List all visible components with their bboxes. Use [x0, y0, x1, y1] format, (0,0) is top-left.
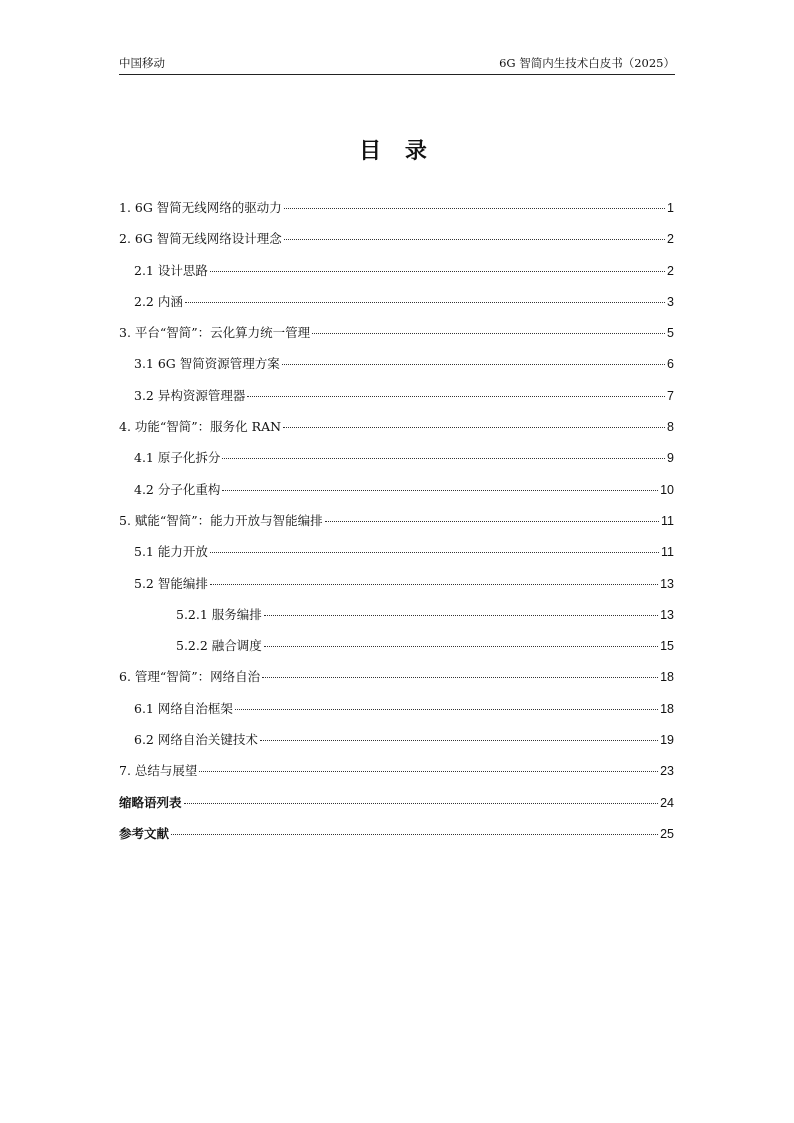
toc-entry[interactable] — [119, 261, 674, 292]
toc-entry-page: 3 — [667, 294, 674, 309]
toc-entry[interactable] — [119, 699, 674, 730]
header-doc-title: 6G 智简内生技术白皮书（2025） — [499, 56, 675, 70]
toc-entry-label: 4. 功能“智简”：服务化 RAN — [119, 419, 282, 435]
toc-entry[interactable] — [119, 667, 674, 698]
toc-entry-page: 10 — [660, 482, 674, 497]
toc-entry[interactable] — [119, 198, 674, 229]
toc-entry-label: 2.1 设计思路 — [134, 262, 208, 278]
toc-entry[interactable] — [119, 730, 674, 761]
toc-entry-label: 4.2 分子化重构 — [134, 481, 221, 497]
toc-leader-dots — [171, 833, 658, 835]
toc-entry-label: 3.1 6G 智简资源管理方案 — [134, 356, 280, 372]
toc-entry-page: 15 — [660, 639, 674, 654]
toc-entry-page: 1 — [667, 201, 674, 215]
toc-entry-page: 25 — [660, 826, 674, 841]
toc-entry-page: 18 — [660, 670, 674, 685]
toc-leader-dots — [210, 551, 659, 553]
toc-entry-label: 5.1 能力开放 — [134, 544, 208, 560]
toc-entry[interactable] — [119, 480, 674, 511]
toc-leader-dots — [284, 207, 665, 209]
toc-entry[interactable] — [119, 824, 674, 855]
toc-leader-dots — [312, 332, 665, 334]
toc-entry-label: 5.2.1 服务编排 — [176, 606, 262, 622]
toc-title: 目 录 — [359, 139, 435, 164]
toc-entry-page: 9 — [667, 451, 674, 466]
toc-entry-page: 7 — [667, 388, 674, 403]
toc-entry-label: 6.2 网络自治关键技术 — [134, 732, 258, 748]
toc-leader-dots — [264, 614, 658, 616]
toc-entry-label: 1. 6G 智简无线网络的驱动力 — [119, 200, 282, 215]
toc-entry-page: 13 — [660, 607, 674, 622]
toc-entry[interactable] — [119, 229, 674, 260]
toc-entry[interactable] — [119, 605, 674, 636]
toc-leader-dots — [325, 520, 659, 522]
toc-leader-dots — [283, 426, 665, 428]
toc-leader-dots — [184, 802, 659, 804]
header-org: 中国移动 — [119, 56, 165, 70]
toc-leader-dots — [282, 363, 665, 365]
toc-entry-label: 5. 赋能“智简”：能力开放与智能编排 — [119, 512, 323, 528]
toc-entry[interactable] — [119, 292, 674, 323]
toc-entry-page: 11 — [661, 545, 674, 560]
toc-entry[interactable] — [119, 417, 674, 448]
toc-entry-page: 23 — [660, 764, 674, 779]
toc-entry-page: 13 — [660, 576, 674, 591]
toc-entry[interactable] — [119, 354, 674, 385]
toc-entry-label: 4.1 原子化拆分 — [134, 450, 221, 466]
toc-entry[interactable] — [119, 323, 674, 354]
toc-entry-page: 2 — [667, 232, 674, 247]
toc-entry-page: 19 — [660, 733, 674, 748]
toc-entry-page: 6 — [667, 357, 674, 372]
toc-entry-page: 24 — [660, 795, 674, 810]
toc-entry-label: 缩略语列表 — [119, 794, 182, 810]
toc-entry-label: 2.2 内涵 — [134, 293, 183, 309]
toc-entry[interactable] — [119, 793, 674, 824]
toc-entry-page: 18 — [660, 701, 674, 716]
toc-leader-dots — [264, 645, 658, 647]
toc-entry-label: 5.2 智能编排 — [134, 575, 208, 591]
toc-leader-dots — [260, 739, 658, 741]
toc-entry[interactable] — [119, 448, 674, 479]
toc-entry-label: 6. 管理“智简”：网络自治 — [119, 669, 261, 685]
toc-entry[interactable] — [119, 386, 674, 417]
toc-entry-label: 3.2 异构资源管理器 — [134, 387, 246, 403]
toc-entry[interactable] — [119, 761, 674, 792]
toc-leader-dots — [199, 770, 658, 772]
toc-entry[interactable] — [119, 542, 674, 573]
toc-entry-label: 7. 总结与展望 — [119, 763, 198, 779]
toc-leader-dots — [247, 395, 665, 397]
toc-entry-label: 3. 平台“智简”：云化算力统一管理 — [119, 325, 311, 341]
page-header — [119, 56, 675, 75]
toc-leader-dots — [235, 708, 658, 710]
toc-leader-dots — [210, 583, 658, 585]
toc-entry-label: 5.2.2 融合调度 — [176, 638, 262, 654]
toc-leader-dots — [262, 676, 658, 678]
toc-leader-dots — [185, 301, 665, 303]
toc-leader-dots — [210, 270, 665, 272]
toc-leader-dots — [284, 238, 665, 240]
toc-entry[interactable] — [119, 574, 674, 605]
table-of-contents — [119, 198, 674, 855]
toc-entry-label: 6.1 网络自治框架 — [134, 700, 233, 716]
toc-leader-dots — [222, 457, 665, 459]
toc-entry-page: 8 — [667, 420, 674, 435]
toc-entry-page: 11 — [661, 513, 674, 528]
toc-entry[interactable] — [119, 511, 674, 542]
toc-leader-dots — [222, 489, 658, 491]
toc-entry[interactable] — [119, 636, 674, 667]
toc-entry-label: 参考文献 — [119, 825, 170, 841]
toc-entry-label: 2. 6G 智简无线网络设计理念 — [119, 231, 282, 247]
toc-entry-page: 5 — [667, 326, 674, 341]
toc-entry-page: 2 — [667, 263, 674, 278]
